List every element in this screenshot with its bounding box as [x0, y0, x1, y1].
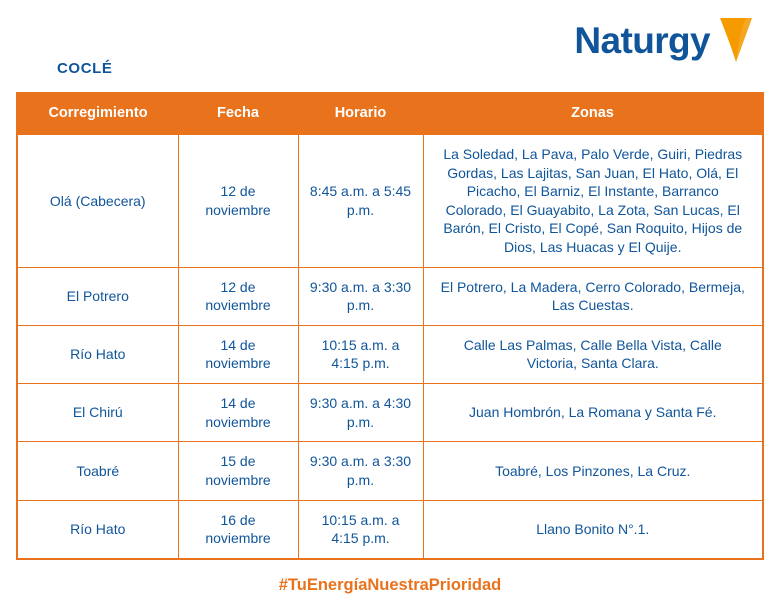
cell-horario: 10:15 a.m. a 4:15 p.m.: [298, 500, 423, 558]
table-row: [18, 500, 762, 558]
page-header: [0, 0, 780, 92]
cell-zonas: Juan Hombrón, La Romana y Santa Fé.: [423, 384, 762, 442]
outage-table: [18, 92, 762, 558]
region-title: COCLÉ: [57, 60, 113, 77]
brand-name: Naturgy: [574, 20, 710, 61]
naturgy-logo: [574, 22, 756, 71]
table-row: [18, 384, 762, 442]
cell-corregimiento: Olá (Cabecera): [18, 135, 178, 268]
cell-corregimiento: Toabré: [18, 442, 178, 500]
cell-corregimiento: Río Hato: [18, 500, 178, 558]
table-row: [18, 442, 762, 500]
column-header-horario: Horario: [298, 92, 423, 135]
cell-horario: 8:45 a.m. a 5:45 p.m.: [298, 135, 423, 268]
cell-fecha: 15 de noviembre: [178, 442, 298, 500]
cell-zonas: Calle Las Palmas, Calle Bella Vista, Calle Victoria, Santa Clara.: [423, 325, 762, 383]
cell-zonas: Toabré, Los Pinzones, La Cruz.: [423, 442, 762, 500]
cell-fecha: 14 de noviembre: [178, 384, 298, 442]
column-header-fecha: Fecha: [178, 92, 298, 135]
column-header-corregimiento: Corregimiento: [18, 92, 178, 135]
table-row: [18, 135, 762, 268]
table-body: [18, 135, 762, 558]
table-header: [18, 92, 762, 135]
naturgy-flame-icon: [716, 16, 756, 71]
cell-horario: 9:30 a.m. a 3:30 p.m.: [298, 442, 423, 500]
cell-zonas: El Potrero, La Madera, Cerro Colorado, Bermeja, Las Cuestas.: [423, 267, 762, 325]
cell-fecha: 16 de noviembre: [178, 500, 298, 558]
cell-horario: 10:15 a.m. a 4:15 p.m.: [298, 325, 423, 383]
cell-fecha: 12 de noviembre: [178, 135, 298, 268]
cell-corregimiento: El Potrero: [18, 267, 178, 325]
table-row: [18, 267, 762, 325]
cell-horario: 9:30 a.m. a 3:30 p.m.: [298, 267, 423, 325]
table-header-row: [18, 92, 762, 135]
cell-horario: 9:30 a.m. a 4:30 p.m.: [298, 384, 423, 442]
cell-fecha: 12 de noviembre: [178, 267, 298, 325]
cell-fecha: 14 de noviembre: [178, 325, 298, 383]
cell-zonas: Llano Bonito N°.1.: [423, 500, 762, 558]
outage-table-container: [16, 92, 764, 560]
cell-corregimiento: Río Hato: [18, 325, 178, 383]
cell-corregimiento: El Chirú: [18, 384, 178, 442]
footer-hashtag: #TuEnergíaNuestraPrioridad: [278, 575, 502, 594]
table-row: [18, 325, 762, 383]
cell-zonas: La Soledad, La Pava, Palo Verde, Guiri, Piedras Gordas, Las Lajitas, San Juan, El Hato, Olá, El Picacho, El Barniz, El Instante, Barranco Colorado, El Guayabito, La Zota, San Lucas, El Barón, El Cristo, El Copé, San Roquito, Hijos de Dios, Las Huacas y El Quije.: [423, 135, 762, 268]
column-header-zonas: Zonas: [423, 92, 762, 135]
